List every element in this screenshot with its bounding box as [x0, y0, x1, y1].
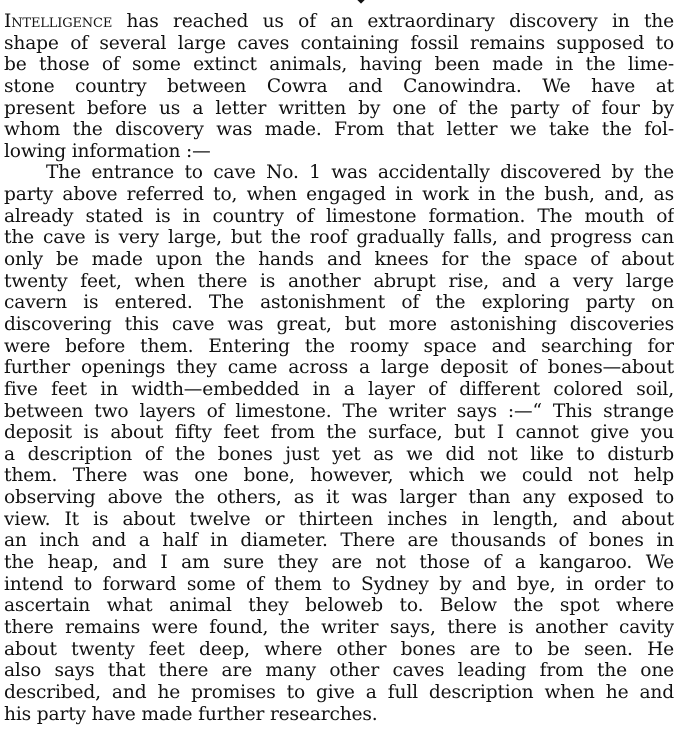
article-line: between two layers of limestone. The writer says :—“ This strange: [4, 400, 674, 422]
article-line: present before us a letter written by one of the party of four by: [4, 97, 674, 119]
article-line: already stated is in country of limestone formation. The mouth of: [4, 205, 674, 227]
article-line: about twenty feet deep, where other bones are to be seen. He: [4, 638, 674, 660]
article-line: further openings they came across a large deposit of bones—about: [4, 357, 674, 379]
article-line: view. It is about twelve or thirteen inches in length, and about: [4, 508, 674, 530]
article-line: cavern is entered. The astonishment of the exploring party on: [4, 292, 674, 314]
article-line: twenty feet, when there is another abrupt rise, and a very large: [4, 270, 674, 292]
article-line: his party have made further researches.: [4, 703, 378, 725]
article-line: deposit is about fifty feet from the surface, but I cannot give you: [4, 422, 674, 444]
article-line: also says that there are many other caves leading from the one: [4, 660, 674, 682]
article-line: the cave is very large, but the roof gradually falls, and progress can: [4, 227, 674, 249]
article-line: a description of the bones just yet as we did not like to disturb: [4, 443, 674, 465]
article-line: The entrance to cave No. 1 was accidentally discovered by the: [46, 162, 674, 184]
article-line: described, and he promises to give a full description when he and: [4, 681, 674, 703]
article-line: be those of some extinct animals, having been made in the lime-: [4, 54, 674, 76]
article-line: party above referred to, when engaged in work in the bush, and, as: [4, 184, 674, 206]
article-line: ascertain what animal they beloweb to. Below the spot where: [4, 595, 674, 617]
article-line: whom the discovery was made. From that letter we take the fol-: [4, 119, 674, 141]
news-article-body: [4, 11, 674, 725]
article-line: discovering this cave was great, but more astonishing discoveries: [4, 313, 674, 335]
article-line: them. There was one bone, however, which we could not help: [4, 465, 674, 487]
article-line: only be made upon the hands and knees for the space of about: [4, 249, 674, 271]
article-line: the heap, and I am sure they are not those of a kangaroo. We: [4, 552, 674, 574]
article-line: stone country between Cowra and Canowindra. We have at: [4, 75, 674, 97]
article-line: there remains were found, the writer says, there is another cavity: [4, 616, 674, 638]
article-line: observing above the others, as it was larger than any exposed to: [4, 487, 674, 509]
section-divider-ornament: [338, 0, 384, 2]
divider-diamond: [355, 0, 366, 4]
article-line: shape of several large caves containing fossil remains supposed to: [4, 32, 674, 54]
article-line: intend to forward some of them to Sydney by and bye, in order to: [4, 573, 674, 595]
article-line: Intelligence has reached us of an extraordinary discovery in the: [4, 11, 674, 32]
article-line: an inch and a half in diameter. There are thousands of bones in: [4, 530, 674, 552]
lead-word: Intelligence: [4, 11, 113, 32]
article-line: were before them. Entering the roomy space and searching for: [4, 335, 674, 357]
article-line: lowing information :—: [4, 140, 211, 162]
article-line: five feet in width—embedded in a layer of different colored soil,: [4, 378, 674, 400]
